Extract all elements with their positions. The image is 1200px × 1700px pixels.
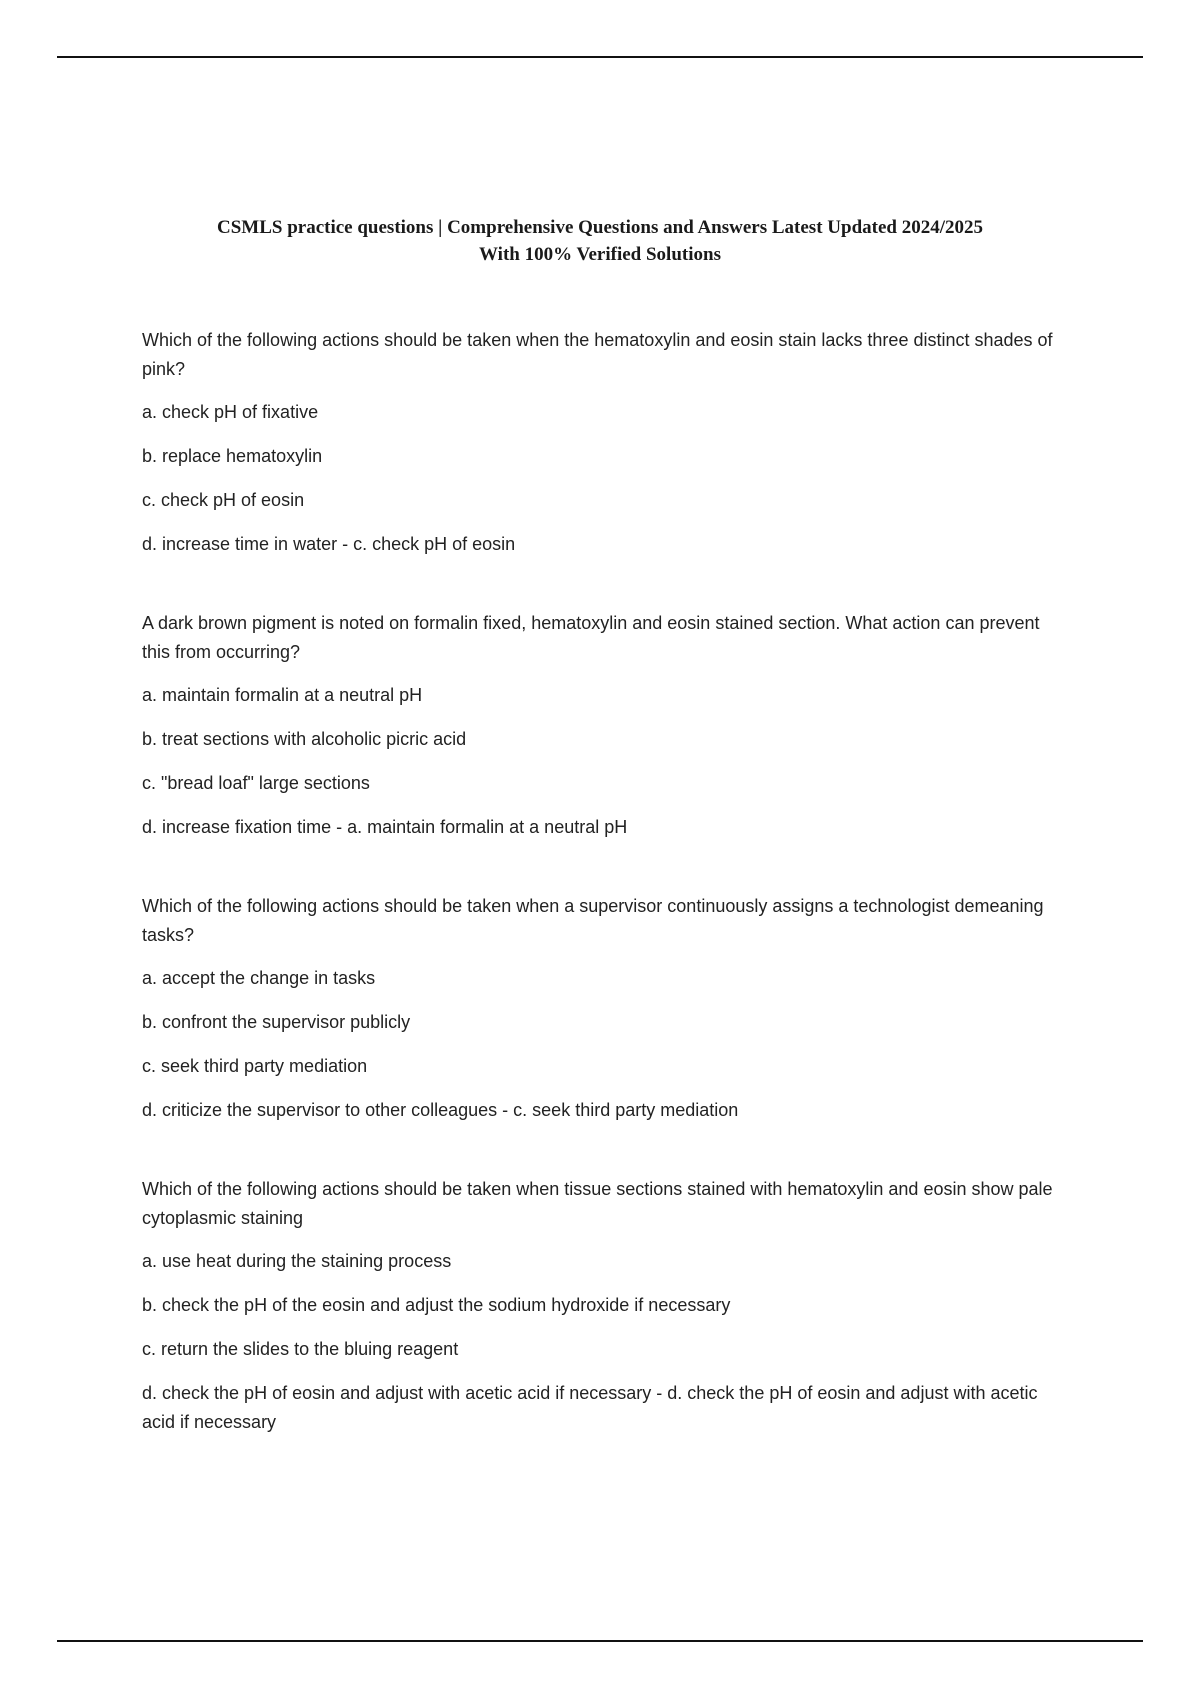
option-a: a. accept the change in tasks — [142, 968, 376, 988]
option-a: a. use heat during the staining process — [142, 1251, 452, 1271]
option-a: a. maintain formalin at a neutral pH — [142, 685, 423, 705]
question-text: Which of the following actions should be taken when a supervisor continuously assigns a technologist demeaning tasks? — [142, 896, 1044, 945]
option-b: b. confront the supervisor publicly — [142, 1012, 411, 1032]
question-text: A dark brown pigment is noted on formalin fixed, hematoxylin and eosin stained section. What action can prevent this from occurring? — [142, 613, 1040, 662]
option-d-with-answer: d. check the pH of eosin and adjust with acetic acid if necessary - d. check the pH of eosin and adjust with acetic acid if necessary — [142, 1383, 1038, 1432]
option-b: b. replace hematoxylin — [142, 446, 323, 466]
option-c: c. "bread loaf" large sections — [142, 773, 370, 793]
option-d-with-answer: d. criticize the supervisor to other colleagues - c. seek third party mediation — [142, 1100, 739, 1120]
option-c: c. seek third party mediation — [142, 1056, 368, 1076]
document-title — [100, 214, 1100, 268]
option-c: c. return the slides to the bluing reagent — [142, 1339, 459, 1359]
question-block-4 — [142, 1175, 1072, 1437]
questions-list — [142, 326, 1072, 1487]
question-text: Which of the following actions should be taken when the hematoxylin and eosin stain lacks three distinct shades of pink? — [142, 330, 1053, 379]
option-b: b. check the pH of the eosin and adjust the sodium hydroxide if necessary — [142, 1295, 731, 1315]
question-block-1 — [142, 326, 1072, 559]
header-rule — [57, 56, 1143, 58]
option-d-with-answer: d. increase fixation time - a. maintain formalin at a neutral pH — [142, 817, 628, 837]
option-b: b. treat sections with alcoholic picric acid — [142, 729, 467, 749]
footer-rule — [57, 1640, 1143, 1642]
question-text: Which of the following actions should be taken when tissue sections stained with hematoxylin and eosin show pale cytoplasmic staining — [142, 1179, 1053, 1228]
document-title-line2: With 100% Verified Solutions — [479, 244, 721, 265]
option-c: c. check pH of eosin — [142, 490, 305, 510]
question-block-3 — [142, 892, 1072, 1125]
document-title-line1: CSMLS practice questions | Comprehensive Questions and Answers Latest Updated 2024/2025 — [217, 217, 983, 238]
question-block-2 — [142, 609, 1072, 842]
option-a: a. check pH of fixative — [142, 402, 319, 422]
option-d-with-answer: d. increase time in water - c. check pH of eosin — [142, 534, 516, 554]
